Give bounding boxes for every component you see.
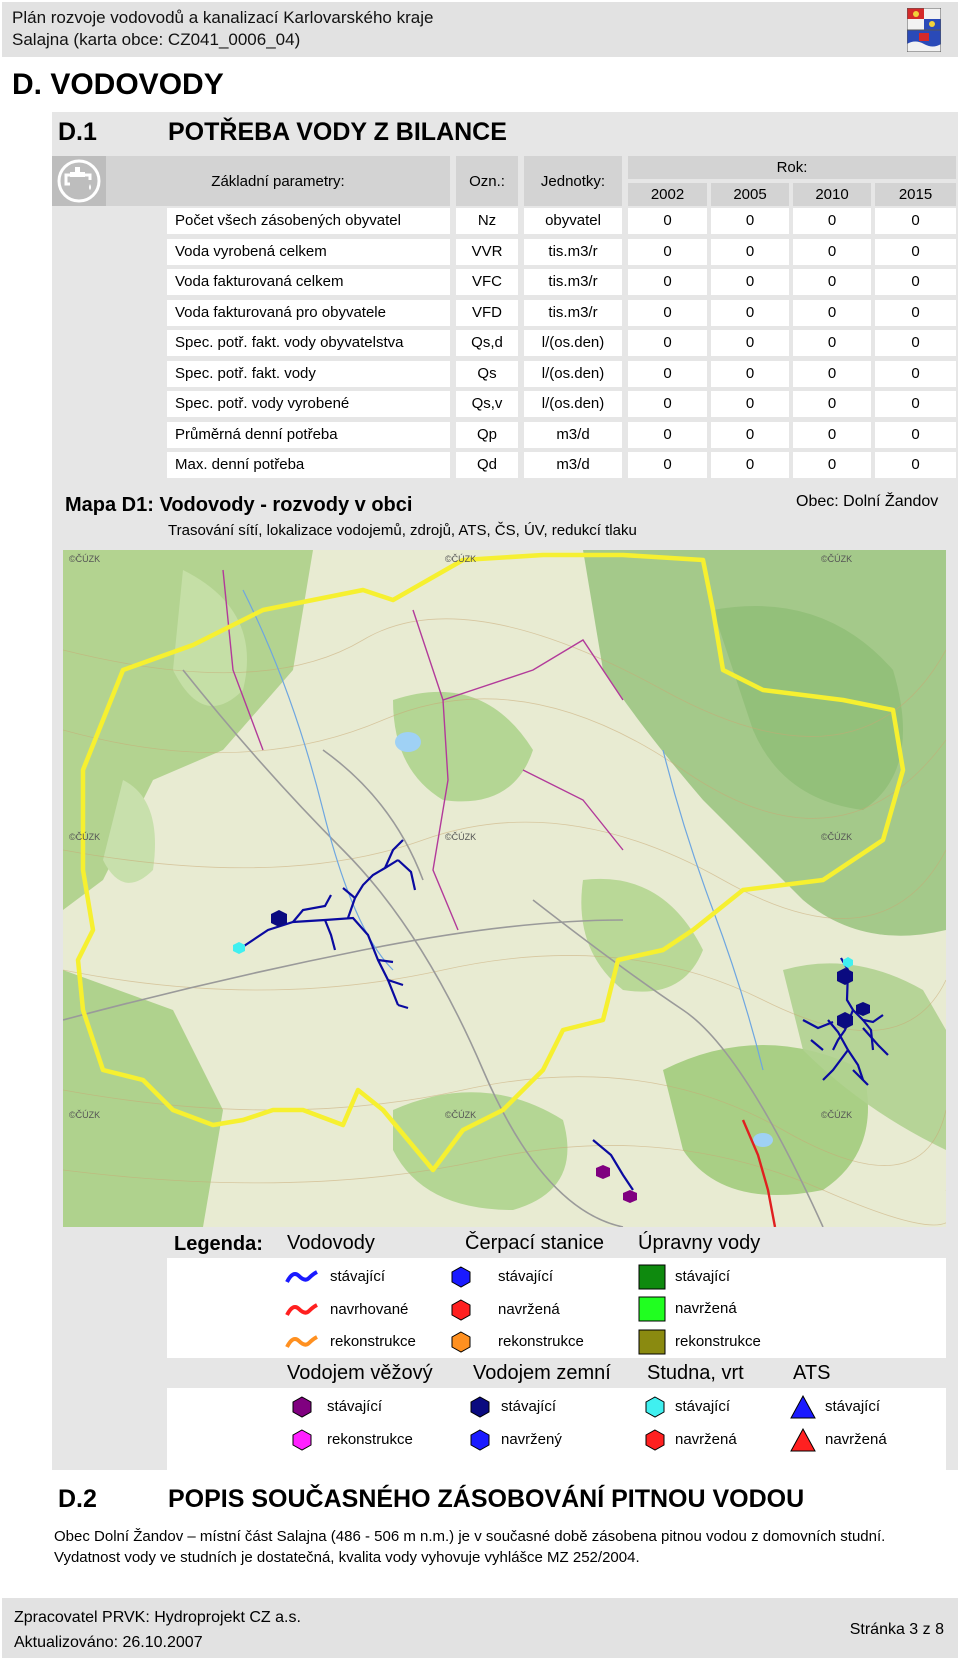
cell-unit: m3/d [524, 422, 622, 448]
cell-value-2015: 0 [875, 452, 956, 478]
map-watermark-6: ©ČÚZK [821, 832, 853, 842]
well-existing-icon [644, 1396, 666, 1418]
map-subtitle: Trasování sítí, lokalizace vodojemů, zdrojů, ATS, ČS, ÚV, redukcí tlaku [168, 522, 637, 539]
pipe-proposed-icon [285, 1301, 319, 1321]
cell-value-2010: 0 [793, 239, 871, 265]
tower-reservoir-existing-icon [291, 1396, 313, 1418]
d1-title: POTŘEBA VODY Z BILANCE [168, 118, 507, 146]
cell-value-2002: 0 [628, 239, 707, 265]
map-watermark-4: ©ČÚZK [69, 832, 101, 842]
col-head-ozn: Ozn.: [456, 156, 518, 206]
legend-vodovody-existing: stávající [330, 1268, 386, 1285]
legend-vezovy-reconstruction: rekonstrukce [327, 1431, 413, 1448]
legend-head-vezovy: Vodojem věžový [287, 1362, 433, 1384]
cell-value-2010: 0 [793, 361, 871, 387]
col-head-param: Základní parametry: [106, 156, 450, 206]
legend-head-ats: ATS [793, 1362, 831, 1384]
year-2015: 2015 [875, 183, 956, 206]
cell-value-2010: 0 [793, 330, 871, 356]
year-2010: 2010 [793, 183, 871, 206]
cell-value-2005: 0 [711, 391, 789, 417]
cell-value-2002: 0 [628, 422, 707, 448]
ats-proposed-icon [790, 1428, 816, 1452]
legend-cerpaci-proposed: navržená [498, 1301, 560, 1318]
cell-ozn: Qs [456, 361, 518, 387]
cell-unit: obyvatel [524, 208, 622, 234]
legend-ats-existing: stávající [825, 1398, 881, 1415]
cell-unit: m3/d [524, 452, 622, 478]
cell-value-2002: 0 [628, 452, 707, 478]
legend-head-vodovody: Vodovody [287, 1232, 375, 1254]
cell-value-2010: 0 [793, 300, 871, 326]
cell-value-2010: 0 [793, 452, 871, 478]
treatment-proposed-icon [638, 1296, 666, 1322]
cell-value-2005: 0 [711, 208, 789, 234]
year-2002: 2002 [628, 183, 707, 206]
cell-param: Spec. potř. vody vyrobené [167, 391, 450, 417]
map-watermark-1: ©ČÚZK [69, 554, 101, 564]
cell-value-2002: 0 [628, 330, 707, 356]
cell-value-2015: 0 [875, 391, 956, 417]
cell-param: Max. denní potřeba [167, 452, 450, 478]
d2-title: POPIS SOUČASNÉHO ZÁSOBOVÁNÍ PITNOU VODOU [168, 1485, 805, 1513]
cell-value-2002: 0 [628, 269, 707, 295]
legend-zemni-proposed: navržený [501, 1431, 562, 1448]
cell-value-2015: 0 [875, 361, 956, 387]
cell-value-2010: 0 [793, 422, 871, 448]
cell-ozn: Nz [456, 208, 518, 234]
footer-updated: Aktualizováno: 26.10.2007 [14, 1634, 203, 1651]
cell-unit: l/(os.den) [524, 361, 622, 387]
cell-ozn: Qd [456, 452, 518, 478]
cell-value-2002: 0 [628, 300, 707, 326]
cell-value-2005: 0 [711, 452, 789, 478]
legend-cerpaci-reconstruction: rekonstrukce [498, 1333, 584, 1350]
pipe-reconstruction-icon [285, 1333, 319, 1353]
cell-value-2002: 0 [628, 361, 707, 387]
cell-ozn: Qs,v [456, 391, 518, 417]
cell-value-2005: 0 [711, 330, 789, 356]
cell-value-2015: 0 [875, 269, 956, 295]
d1-number: D.1 [58, 118, 97, 146]
cell-param: Voda fakturovaná celkem [167, 269, 450, 295]
map-watermark-5: ©ČÚZK [445, 832, 477, 842]
cell-unit: tis.m3/r [524, 300, 622, 326]
cell-ozn: VFD [456, 300, 518, 326]
pump-reconstruction-icon [450, 1331, 472, 1353]
well-proposed-icon [644, 1429, 666, 1451]
cell-value-2015: 0 [875, 422, 956, 448]
header-title: Plán rozvoje vodovodů a kanalizací Karlovarského kraje [12, 8, 434, 27]
pump-proposed-icon [450, 1299, 472, 1321]
tower-reservoir-reconstruction-icon [291, 1429, 313, 1451]
legend-studna-existing: stávající [675, 1398, 731, 1415]
cell-value-2010: 0 [793, 269, 871, 295]
water-network-map[interactable] [63, 550, 946, 1227]
cell-value-2005: 0 [711, 361, 789, 387]
cell-param: Voda vyrobená celkem [167, 239, 450, 265]
ground-reservoir-existing-icon [469, 1396, 491, 1418]
cell-value-2010: 0 [793, 208, 871, 234]
map-watermark-8: ©ČÚZK [445, 1110, 477, 1120]
cell-unit: l/(os.den) [524, 330, 622, 356]
legend-studna-proposed: navržená [675, 1431, 737, 1448]
treatment-existing-icon [638, 1264, 666, 1290]
cell-param: Počet všech zásobených obyvatel [167, 208, 450, 234]
cell-ozn: Qs,d [456, 330, 518, 356]
cell-param: Průměrná denní potřeba [167, 422, 450, 448]
cell-ozn: VVR [456, 239, 518, 265]
cell-value-2015: 0 [875, 300, 956, 326]
d2-number: D.2 [58, 1485, 97, 1513]
d2-paragraph-1: Obec Dolní Žandov – místní část Salajna (486 - 506 m n.m.) je v současné době zásobena pitnou vodou z domovních studní. [54, 1528, 886, 1545]
pipe-existing-icon [285, 1268, 319, 1288]
cell-value-2005: 0 [711, 239, 789, 265]
region-crest-icon [907, 8, 941, 30]
cell-unit: l/(os.den) [524, 391, 622, 417]
cell-value-2015: 0 [875, 208, 956, 234]
map-watermark-3: ©ČÚZK [821, 554, 853, 564]
cell-value-2005: 0 [711, 300, 789, 326]
map-obec-label: Obec: Dolní Žandov [796, 493, 939, 510]
legend-ats-proposed: navržená [825, 1431, 887, 1448]
legend-vodovody-proposed: navrhované [330, 1301, 409, 1318]
water-tap-icon [52, 156, 106, 206]
cell-value-2015: 0 [875, 330, 956, 356]
region-crest-lower-icon [907, 30, 941, 52]
ats-existing-icon [790, 1395, 816, 1419]
col-head-unit: Jednotky: [524, 156, 622, 206]
col-head-rok: Rok: [628, 156, 956, 179]
legend-cerpaci-existing: stávající [498, 1268, 554, 1285]
legend-head-cerpaci: Čerpací stanice [465, 1232, 604, 1254]
treatment-reconstruction-icon [638, 1329, 666, 1355]
legend-head-studna: Studna, vrt [647, 1362, 744, 1384]
legend-zemni-existing: stávající [501, 1398, 557, 1415]
cell-value-2010: 0 [793, 391, 871, 417]
cell-value-2002: 0 [628, 391, 707, 417]
map-watermark-7: ©ČÚZK [69, 1110, 101, 1120]
map-watermark-9: ©ČÚZK [821, 1110, 853, 1120]
legend-upravny-existing: stávající [675, 1268, 731, 1285]
cell-unit: tis.m3/r [524, 239, 622, 265]
footer-author: Zpracovatel PRVK: Hydroprojekt CZ a.s. [14, 1609, 301, 1626]
legend-vodovody-reconstruction: rekonstrukce [330, 1333, 416, 1350]
legend-label: Legenda: [174, 1233, 263, 1255]
map-watermark-2: ©ČÚZK [445, 554, 477, 564]
section-title: D. VODOVODY [12, 68, 224, 101]
cell-value-2002: 0 [628, 208, 707, 234]
d2-description [54, 1527, 954, 1567]
cell-ozn: Qp [456, 422, 518, 448]
legend-vezovy-existing: stávající [327, 1398, 383, 1415]
legend-upravny-proposed: navržená [675, 1300, 737, 1317]
cell-ozn: VFC [456, 269, 518, 295]
header-subtitle: Salajna (karta obce: CZ041_0006_04) [12, 30, 301, 49]
cell-value-2015: 0 [875, 239, 956, 265]
map-legend [167, 1228, 946, 1460]
map-title: Mapa D1: Vodovody - rozvody v obci [65, 494, 413, 516]
page-footer [2, 1598, 958, 1658]
legend-head-zemni: Vodojem zemní [473, 1362, 611, 1384]
ground-reservoir-proposed-icon [469, 1429, 491, 1451]
cell-value-2005: 0 [711, 422, 789, 448]
d2-paragraph-2: Vydatnost vody ve studních je dostatečná, kvalita vody vyhovuje vyhlášce MZ 252/2004. [54, 1549, 640, 1566]
footer-page-number: Stránka 3 z 8 [849, 1621, 944, 1638]
cell-unit: tis.m3/r [524, 269, 622, 295]
cell-value-2005: 0 [711, 269, 789, 295]
year-2005: 2005 [711, 183, 789, 206]
pump-existing-icon [450, 1266, 472, 1288]
cell-param: Spec. potř. fakt. vody obyvatelstva [167, 330, 450, 356]
legend-head-upravny: Úpravny vody [638, 1232, 761, 1254]
cell-param: Voda fakturovaná pro obyvatele [167, 300, 450, 326]
cell-param: Spec. potř. fakt. vody [167, 361, 450, 387]
legend-upravny-reconstruction: rekonstrukce [675, 1333, 761, 1350]
